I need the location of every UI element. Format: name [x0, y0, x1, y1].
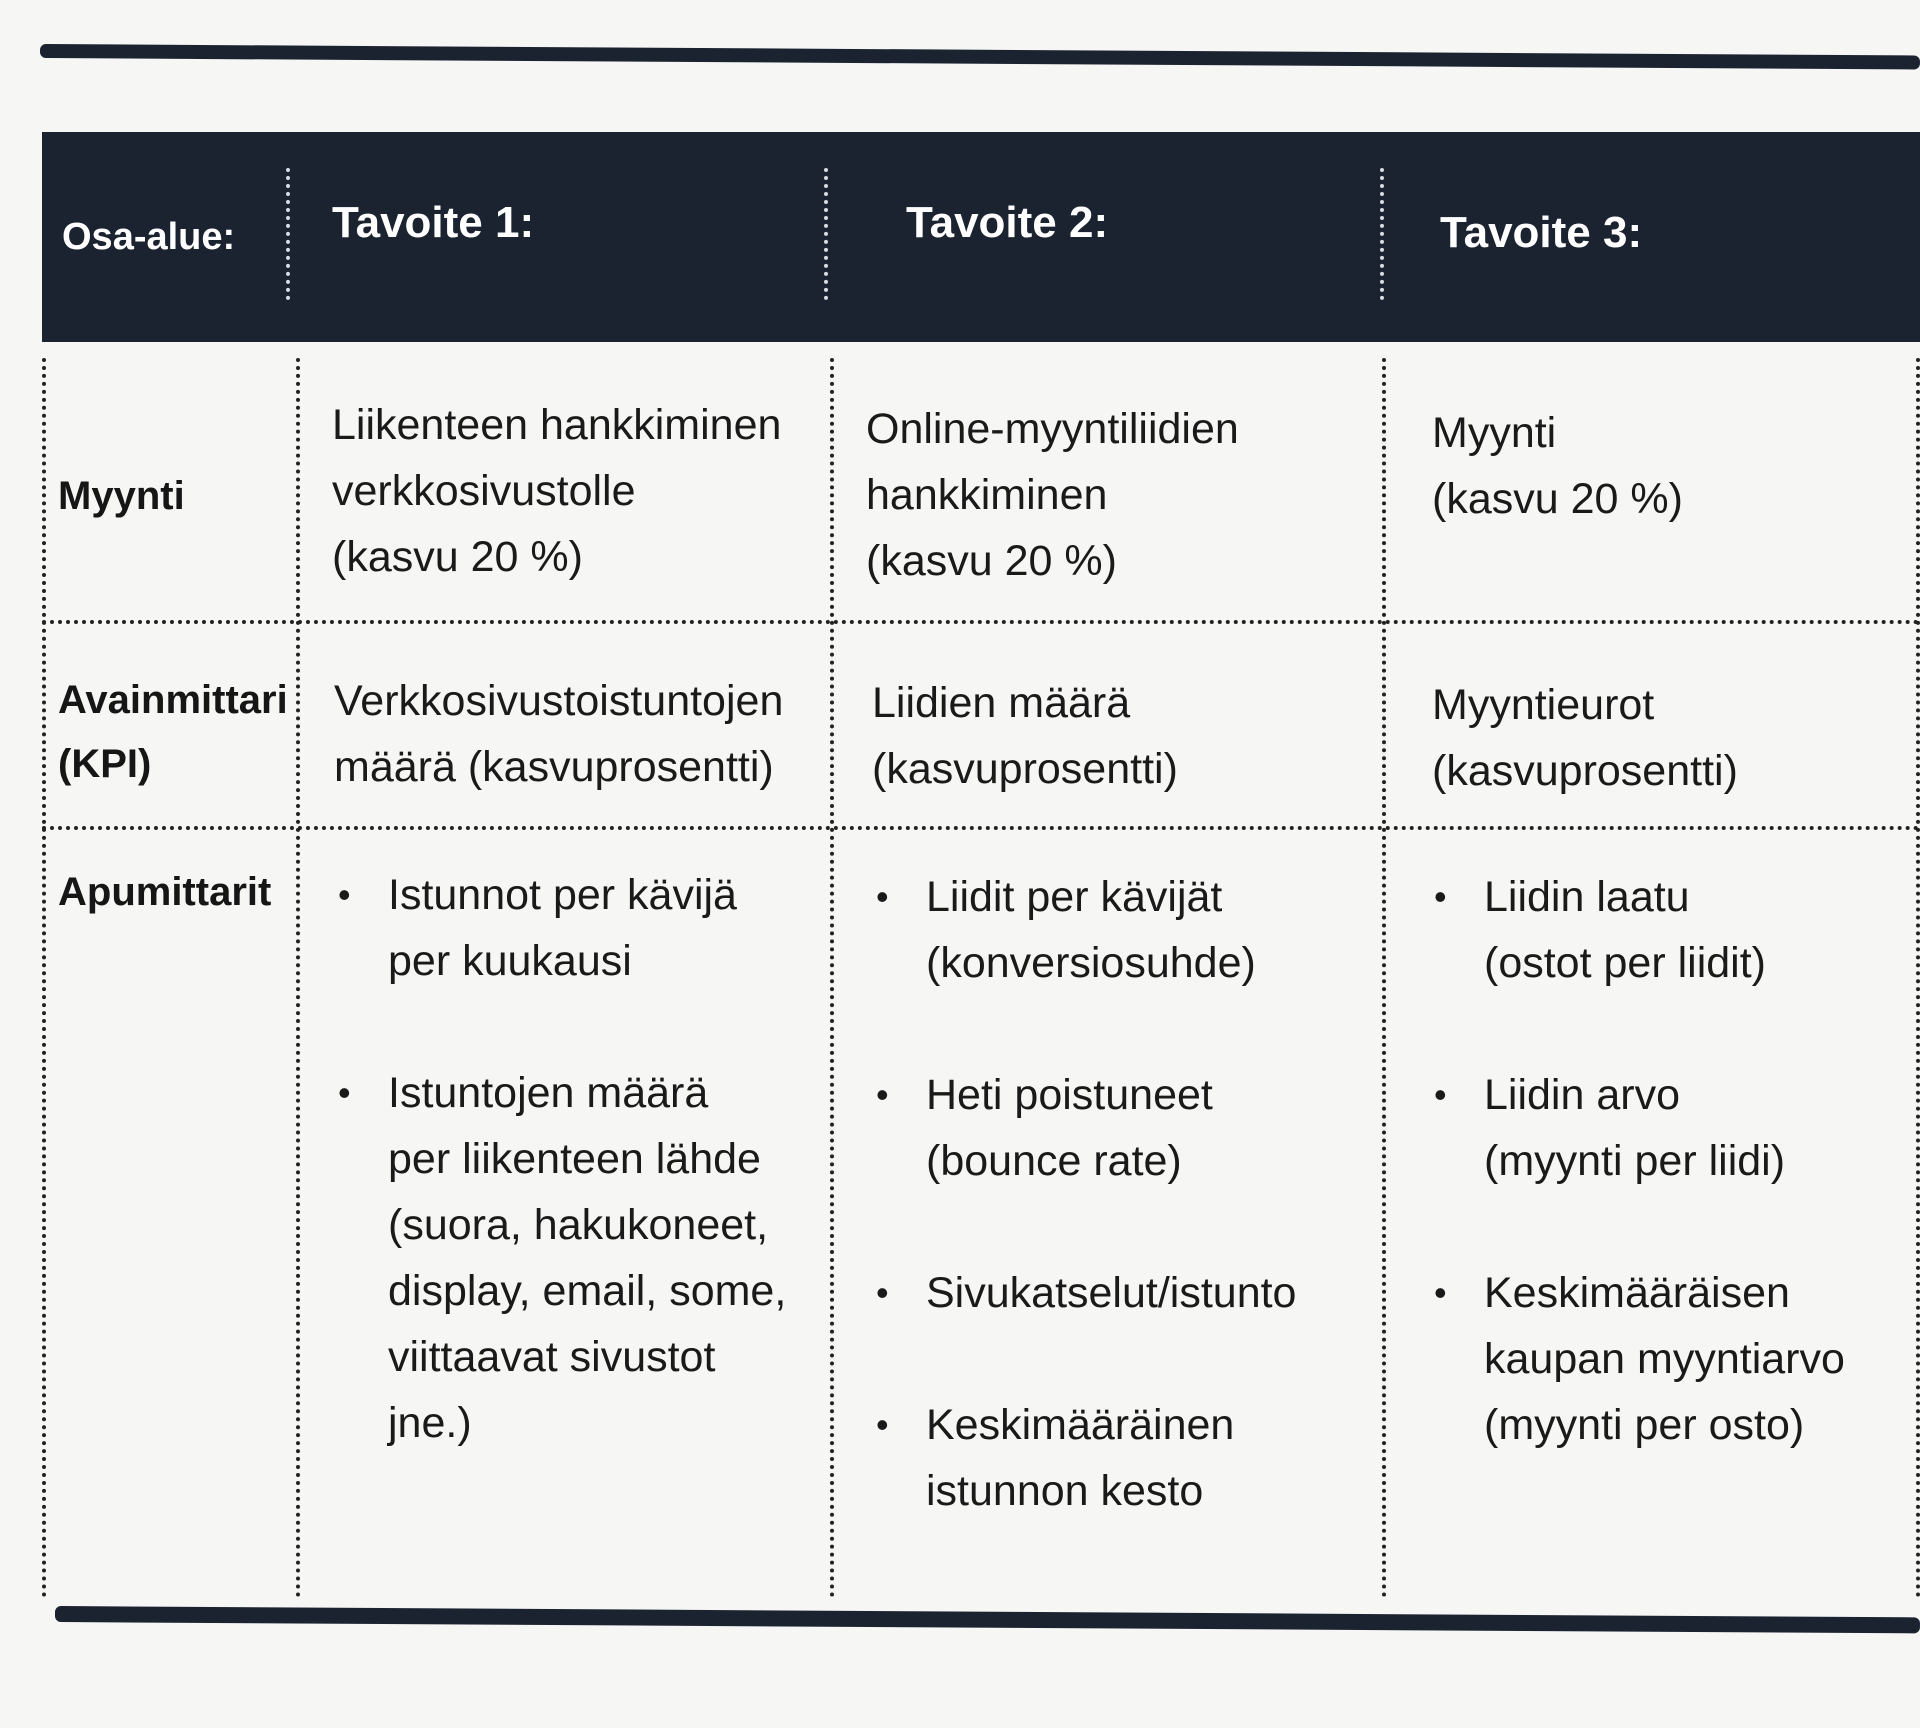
- text-line: Avainmittari: [58, 678, 288, 722]
- text-line: • Sivukatselut/istunto: [926, 1269, 1297, 1317]
- list-item: [1434, 1062, 1914, 1194]
- myynti-goal-2: [866, 396, 1366, 594]
- header-tavoite-1: Tavoite 1:: [332, 198, 535, 247]
- text-line: Verkkosivustoistuntojen: [334, 677, 784, 725]
- apumittarit-goal-3: [1434, 864, 1914, 1524]
- kpi-goal-3: [1432, 672, 1902, 804]
- list-item: [338, 1060, 818, 1456]
- list-item: [876, 1062, 1376, 1194]
- list-item: [1434, 1260, 1914, 1458]
- text-line: Myynti: [1432, 409, 1557, 457]
- column-divider: [42, 358, 46, 1598]
- text-line: (kasvu 20 %): [332, 533, 583, 581]
- header-divider: [286, 168, 290, 300]
- text-line: Myyntieurot: [1432, 681, 1655, 729]
- text-line: • Keskimääräinen: [926, 1401, 1235, 1449]
- text-line: Liikenteen hankkiminen: [332, 401, 782, 449]
- text-line: istunnon kesto: [926, 1467, 1204, 1515]
- top-rule: [40, 44, 1920, 69]
- row-label-apumittarit: Apumittarit: [58, 870, 272, 914]
- text-line: verkkosivustolle: [332, 467, 636, 515]
- list-item: [876, 1260, 1376, 1326]
- row-divider: [42, 826, 1920, 830]
- text-line: Liidien määrä: [872, 679, 1131, 727]
- header-osa-alue: Osa-alue:: [62, 215, 236, 258]
- list-item: [876, 864, 1376, 996]
- text-line: • Keskimääräisen: [1484, 1269, 1790, 1317]
- header-tavoite-2: Tavoite 2:: [906, 198, 1109, 247]
- text-line: viittaavat sivustot: [388, 1333, 716, 1381]
- text-line: • Liidin arvo: [1484, 1071, 1680, 1119]
- text-line: • Istunnot per kävijä: [388, 871, 737, 919]
- column-divider: [1916, 358, 1920, 1598]
- header-divider: [824, 168, 828, 300]
- text-line: (bounce rate): [926, 1137, 1182, 1185]
- text-line: • Istuntojen määrä: [388, 1069, 709, 1117]
- text-line: per kuukausi: [388, 937, 632, 985]
- row-label-myynti: Myynti: [58, 474, 185, 518]
- text-line: määrä (kasvuprosentti): [334, 743, 774, 791]
- text-line: jne.): [388, 1399, 472, 1447]
- header-tavoite-3: Tavoite 3:: [1440, 208, 1643, 257]
- column-divider: [296, 358, 300, 1598]
- myynti-goal-3: [1432, 400, 1902, 532]
- bottom-rule: [55, 1606, 1920, 1633]
- text-line: (myynti per liidi): [1484, 1137, 1786, 1185]
- text-line: kaupan myyntiarvo: [1484, 1335, 1845, 1383]
- text-line: hankkiminen: [866, 471, 1108, 519]
- text-line: Online-myyntiliidien: [866, 405, 1239, 453]
- row-divider: [42, 620, 1920, 624]
- column-divider: [1382, 358, 1386, 1598]
- myynti-goal-1: [332, 392, 812, 590]
- kpi-goal-2: [872, 670, 1372, 802]
- column-divider: [830, 358, 834, 1598]
- text-line: (konversiosuhde): [926, 939, 1256, 987]
- text-line: (kasvu 20 %): [1432, 475, 1683, 523]
- header-divider: [1380, 168, 1384, 300]
- text-line: (kasvuprosentti): [1432, 747, 1738, 795]
- row-label-kpi: [58, 668, 288, 796]
- text-line: (suora, hakukoneet,: [388, 1201, 769, 1249]
- list-item: [1434, 864, 1914, 996]
- text-line: display, email, some,: [388, 1267, 787, 1315]
- text-line: (kasvuprosentti): [872, 745, 1178, 793]
- text-line: (myynti per osto): [1484, 1401, 1805, 1449]
- text-line: (ostot per liidit): [1484, 939, 1766, 987]
- kpi-goal-1: [334, 668, 824, 800]
- text-line: (kasvu 20 %): [866, 537, 1117, 585]
- text-line: per liikenteen lähde: [388, 1135, 761, 1183]
- list-item: [876, 1392, 1376, 1524]
- apumittarit-goal-1: [338, 862, 818, 1522]
- apumittarit-goal-2: [876, 864, 1376, 1590]
- list-item: [338, 862, 818, 994]
- text-line: • Heti poistuneet: [926, 1071, 1213, 1119]
- goals-table: [42, 132, 1920, 1592]
- text-line: (KPI): [58, 742, 152, 786]
- text-line: • Liidin laatu: [1484, 873, 1690, 921]
- text-line: • Liidit per kävijät: [926, 873, 1223, 921]
- table-header: [42, 132, 1920, 342]
